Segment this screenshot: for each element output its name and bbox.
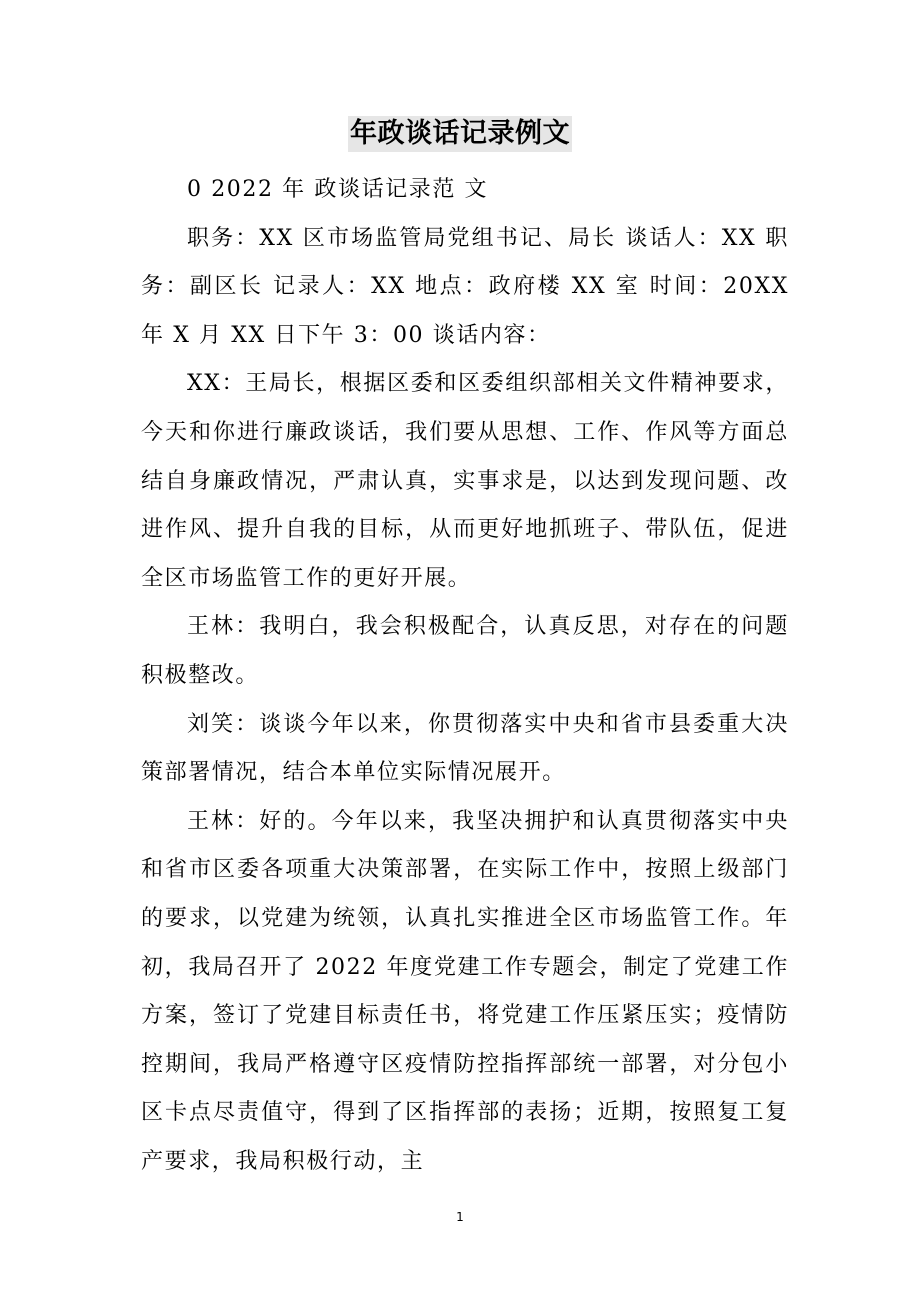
answer-paragraph: 王林：好的。今年以来，我坚决拥护和认真贯彻落实中央和省市区委各项重大决策部署，在实际工作中，按照上级部门的要求，以党建为统领，认真扎实推进全区市场监管工作。年初，我局召开了 2022 年度党建工作专题会，制定了党建工作方案，签订了党建目标责任书，将党建工作压紧压实；疫情防控期间，我局严格遵守区疫情防控指挥部统一部署，对分包小区卡点尽责值守，得到了区指挥部的表扬；近期，按照复工复产要求，我局积极行动，主	[141, 808, 789, 1174]
title-container	[0, 116, 920, 152]
subtitle-paragraph: 0 2022 年 政谈话记录范 文	[187, 177, 489, 202]
document-body	[141, 166, 789, 1186]
meeting-info-paragraph: 职务：XX 区市场监管局党组书记、局长 谈话人：XX 职务：副区长 记录人：XX 地点：政府楼 XX 室 时间：20XX 年 X 月 XX 日下午 3：00 谈话内容：	[141, 225, 789, 348]
page-number: 1	[456, 1210, 464, 1224]
document-title: 年政谈话记录例文	[348, 116, 572, 152]
opening-remarks-paragraph: XX：王局长，根据区委和区委组织部相关文件精神要求，今天和你进行廉政谈话，我们要从思想、工作、作风等方面总结自身廉政情况，严肃认真，实事求是，以达到发现问题、改进作风、提升自我的目标，从而更好地抓班子、带队伍，促进全区市场监管工作的更好开展。	[141, 371, 789, 591]
response-paragraph: 王林：我明白，我会积极配合，认真反思，对存在的问题积极整改。	[141, 614, 789, 688]
question-paragraph: 刘笑：谈谈今年以来，你贯彻落实中央和省市县委重大决策部署情况，结合本单位实际情况展开。	[141, 711, 789, 786]
